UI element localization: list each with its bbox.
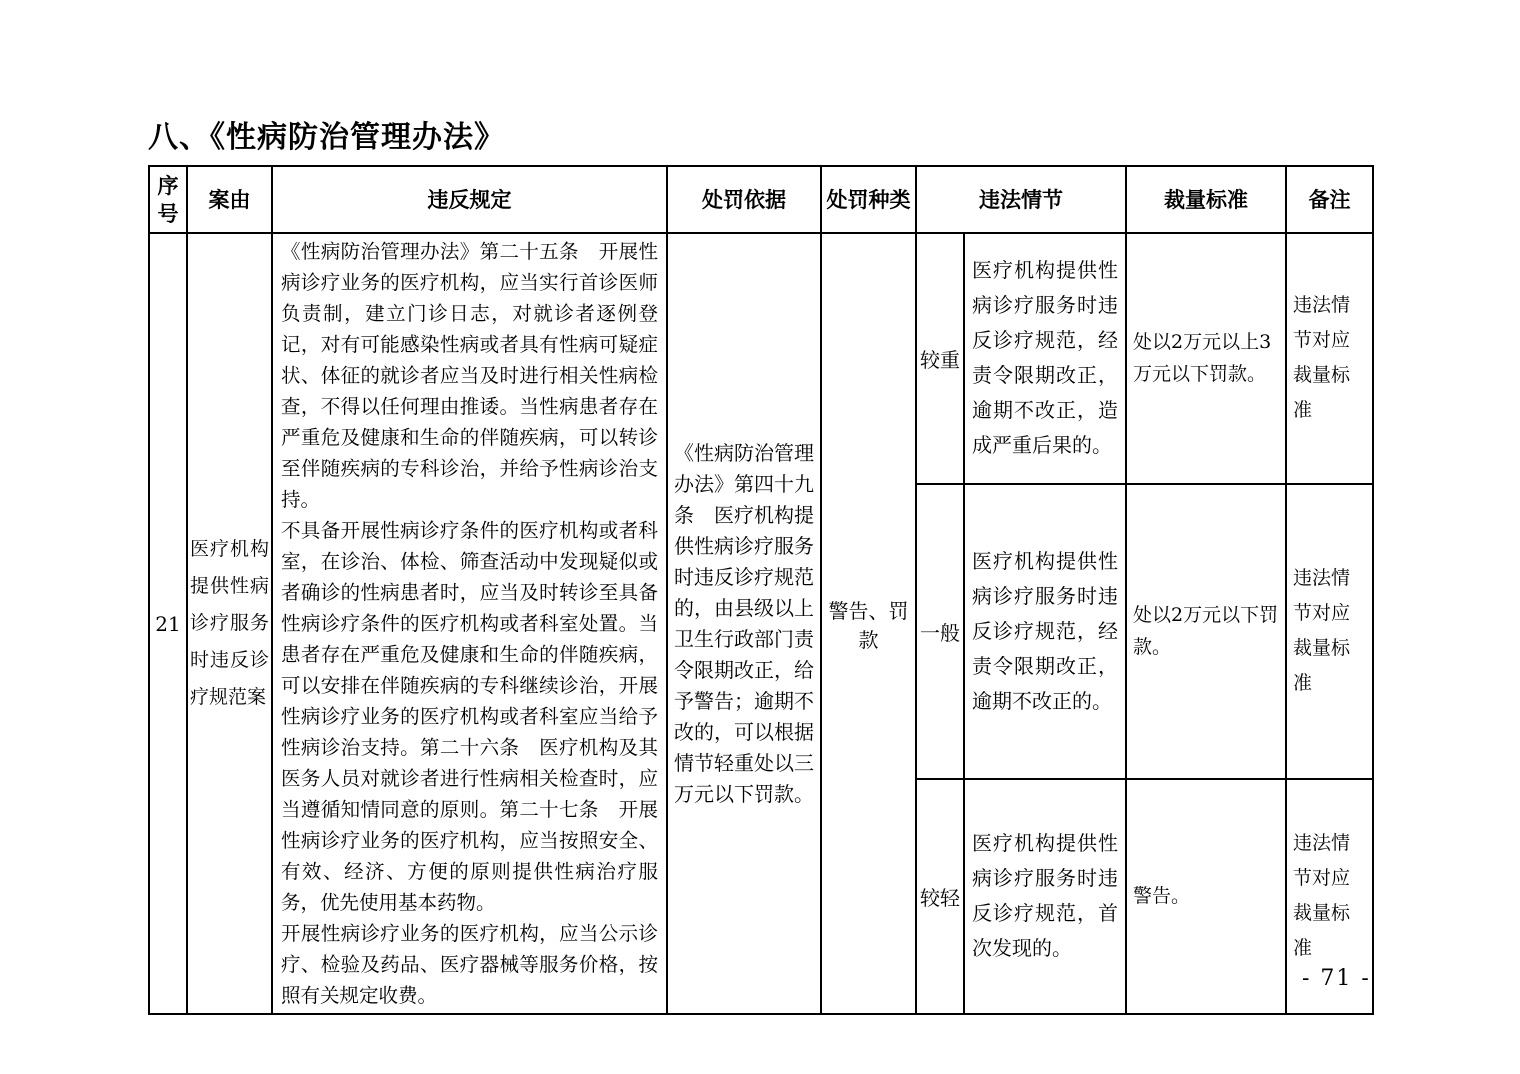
column-header-penalty-type: 处罚种类 — [821, 166, 916, 233]
remarks-cell-lighter: 违法情节对应裁量标准 — [1286, 779, 1373, 1014]
table-row — [149, 233, 1373, 484]
standard-cell-lighter: 警告。 — [1126, 779, 1286, 1014]
violation-paragraph-1: 《性病防治管理办法》第二十五条 开展性病诊疗业务的医疗机构，应当实行首诊医师负责制，建立门诊日志，对就诊者逐例登记，对有可能感染性病或者具有性病可疑症状、体征的就诊者应当及时进行相关性病检查，不得以任何理由推诿。当性病患者存在严重危及健康和生命的伴随疾病，可以转诊至伴随疾病的专科诊治，并给予性病诊治支持。 — [281, 240, 658, 511]
page-number: - 71 - — [1302, 966, 1371, 991]
column-header-case: 案由 — [187, 166, 272, 233]
case-name-cell: 医疗机构提供性病诊疗服务时违反诊疗规范案 — [187, 233, 272, 1014]
column-header-remarks: 备注 — [1286, 166, 1373, 233]
severity-cell-lighter: 较轻 — [916, 779, 964, 1014]
circumstance-cell-heavier: 医疗机构提供性病诊疗服务时违反诊疗规范，经责令限期改正，逾期不改正，造成严重后果的。 — [964, 233, 1126, 484]
violation-paragraph-2: 不具备开展性病诊疗条件的医疗机构或者科室，在诊治、体检、筛查活动中发现疑似或者确诊的性病患者时，应当及时转诊至具备性病诊疗条件的医疗机构或者科室处置。当患者存在严重危及健康和生命的伴随疾病，可以安排在伴随疾病的专科继续诊治，开展性病诊疗业务的医疗机构或者科室应当给予性病诊治支持。第二十六条 医疗机构及其医务人员对就诊者进行性病相关检查时，应当遵循知情同意的原则。第二十七条 开展性病诊疗业务的医疗机构，应当按照安全、有效、经济、方便的原则提供性病治疗服务，优先使用基本药物。 — [281, 519, 658, 914]
severity-cell-heavier: 较重 — [916, 233, 964, 484]
penalty-type-cell: 警告、罚款 — [821, 233, 916, 1014]
penalty-basis-cell: 《性病防治管理办法》第四十九条 医疗机构提供性病诊疗服务时违反诊疗规范的，由县级以上卫生行政部门责令限期改正，给予警告；逾期不改的，可以根据情节轻重处以三万元以下罚款。 — [667, 233, 821, 1014]
circumstance-cell-general: 医疗机构提供性病诊疗服务时违反诊疗规范，经责令限期改正，逾期不改正的。 — [964, 484, 1126, 779]
serial-number-cell: 21 — [149, 233, 187, 1014]
standard-cell-general: 处以2万元以下罚款。 — [1126, 484, 1286, 779]
column-header-violated-provision: 违反规定 — [272, 166, 667, 233]
remarks-cell-heavier: 违法情节对应裁量标准 — [1286, 233, 1373, 484]
violated-provision-cell — [272, 233, 667, 1014]
standard-cell-heavier: 处以2万元以上3万元以下罚款。 — [1126, 233, 1286, 484]
column-header-illegal-circumstance: 违法情节 — [916, 166, 1126, 233]
penalty-standards-table — [148, 165, 1374, 1015]
remarks-cell-general: 违法情节对应裁量标准 — [1286, 484, 1373, 779]
column-header-discretion-standard: 裁量标准 — [1126, 166, 1286, 233]
column-header-serial: 序号 — [149, 166, 187, 233]
table-header-row — [149, 166, 1373, 233]
violation-paragraph-3: 开展性病诊疗业务的医疗机构，应当公示诊疗、检验及药品、医疗器械等服务价格，按照有关规定收费。 — [281, 922, 658, 1007]
circumstance-cell-lighter: 医疗机构提供性病诊疗服务时违反诊疗规范，首次发现的。 — [964, 779, 1126, 1014]
page-title: 八、《性病防治管理办法》 — [148, 120, 505, 155]
column-header-penalty-basis: 处罚依据 — [667, 166, 821, 233]
severity-cell-general: 一般 — [916, 484, 964, 779]
